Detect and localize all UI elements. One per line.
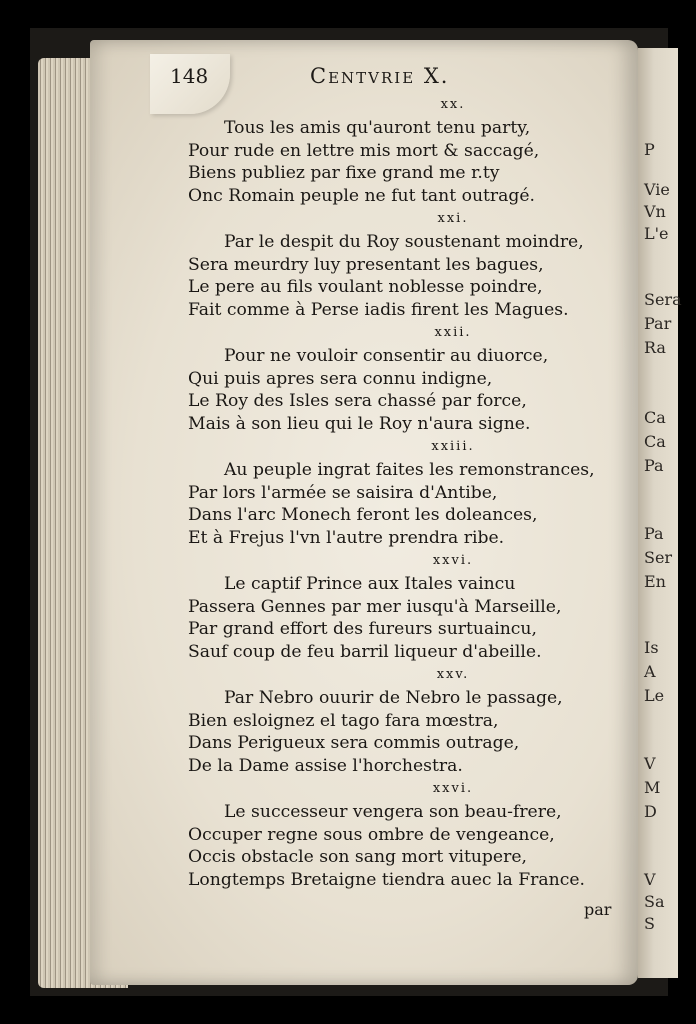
verse-line: Par grand effort des fureurs surtuaincu, [188, 619, 537, 640]
verse-line: Onc Romain peuple ne fut tant outragé. [188, 186, 536, 207]
verse-line: Pour ne vouloir consentir au diuorce, [224, 345, 549, 366]
verse-line: Le successeur vengera son beau-frere, [224, 801, 562, 822]
verse-line: Et à Frejus l'vn l'autre prendra ribe. [188, 528, 505, 549]
verse-line: Dans l'arc Monech feront les doleances, [188, 505, 538, 526]
verse-line: Longtemps Bretaigne tiendra auec la France. [188, 870, 585, 891]
facing-page-fragment: Ca [644, 432, 666, 451]
verse-line: Sauf coup de feu barril liqueur d'abeille. [188, 642, 542, 663]
facing-page-fragment: V [644, 754, 656, 773]
quatrain-list [188, 94, 608, 892]
page-number: 148 [170, 64, 209, 88]
facing-page-fragment: Is [644, 638, 659, 657]
verse-line: Tous les amis qu'auront tenu party, [224, 117, 531, 138]
verse-line: Mais à son lieu qui le Roy n'aura signe. [188, 414, 531, 435]
verse-line: Occuper regne sous ombre de vengeance, [188, 824, 555, 845]
running-title: Centvrie X. [310, 64, 450, 88]
verse-line: Occis obstacle son sang mort vitupere, [188, 847, 527, 868]
verse-line: Le captif Prince aux Itales vaincu [224, 573, 516, 594]
facing-page-fragment: M [644, 778, 661, 797]
quatrain-number: xxvi. [432, 780, 474, 796]
verse-line: Biens publiez par fixe grand me r.ty [188, 163, 500, 184]
verse-line: Passera Gennes par mer iusqu'à Marseille, [188, 596, 562, 617]
verse-line: Fait comme à Perse iadis firent les Magues. [188, 300, 569, 321]
facing-page-fragment: Ser [644, 548, 673, 567]
verse-line: Par lors l'armée se saisira d'Antibe, [188, 482, 498, 503]
facing-page-fragment: S [644, 914, 655, 933]
facing-page-fragment: Vie [644, 180, 670, 199]
facing-page-fragment: A [644, 662, 656, 681]
quatrain-number: xxiii. [431, 438, 475, 454]
page-header [170, 64, 610, 94]
verse-line: Au peuple ingrat faites les remonstrances, [224, 459, 595, 480]
quatrain-number: xxv. [436, 666, 470, 682]
facing-page-fragment: Vn [644, 202, 666, 221]
facing-page-fragment: L'e [644, 224, 669, 243]
facing-page-fragment: D [644, 802, 657, 821]
facing-page-fragment: Sa [644, 892, 665, 911]
verse-line: Sera meurdry luy presentant les bagues, [188, 254, 544, 275]
facing-page-fragment: En [644, 572, 666, 591]
quatrain-number: xxii. [434, 324, 472, 340]
verse-line: Par le despit du Roy soustenant moindre, [224, 231, 584, 252]
facing-page-fragment: Ca [644, 408, 666, 427]
facing-page-fragment: P [644, 140, 655, 159]
facing-page-fragment: Le [644, 686, 665, 705]
verse-line: Dans Perigueux sera commis outrage, [188, 733, 520, 754]
verse-line: Pour rude en lettre mis mort & saccagé, [188, 140, 540, 161]
verse-line: Qui puis apres sera connu indigne, [188, 368, 493, 389]
facing-page-fragment: Pa [644, 456, 664, 475]
facing-page-fragment: Par [644, 314, 672, 333]
verse-line: Par Nebro ouurir de Nebro le passage, [224, 687, 563, 708]
facing-page-edge [638, 48, 682, 978]
facing-page-fragment: V [644, 870, 656, 889]
quatrain-number: xxvi. [432, 552, 474, 568]
quatrain-number: xxi. [437, 210, 469, 226]
facing-page-letters [638, 48, 682, 978]
catchword: par [584, 900, 612, 919]
facing-page-fragment: Pa [644, 524, 664, 543]
facing-page-fragment: Sera [644, 290, 682, 309]
verse-line: Bien esloignez el tago fara mœstra, [188, 710, 499, 731]
verse-line: De la Dame assise l'horchestra. [188, 756, 463, 777]
verse-line: Le pere au fils voulant noblesse poindre, [188, 277, 543, 298]
verse-line: Le Roy des Isles sera chassé par force, [188, 391, 527, 412]
facing-page-fragment: Ra [644, 338, 666, 357]
quatrain-number: xx. [440, 97, 466, 112]
